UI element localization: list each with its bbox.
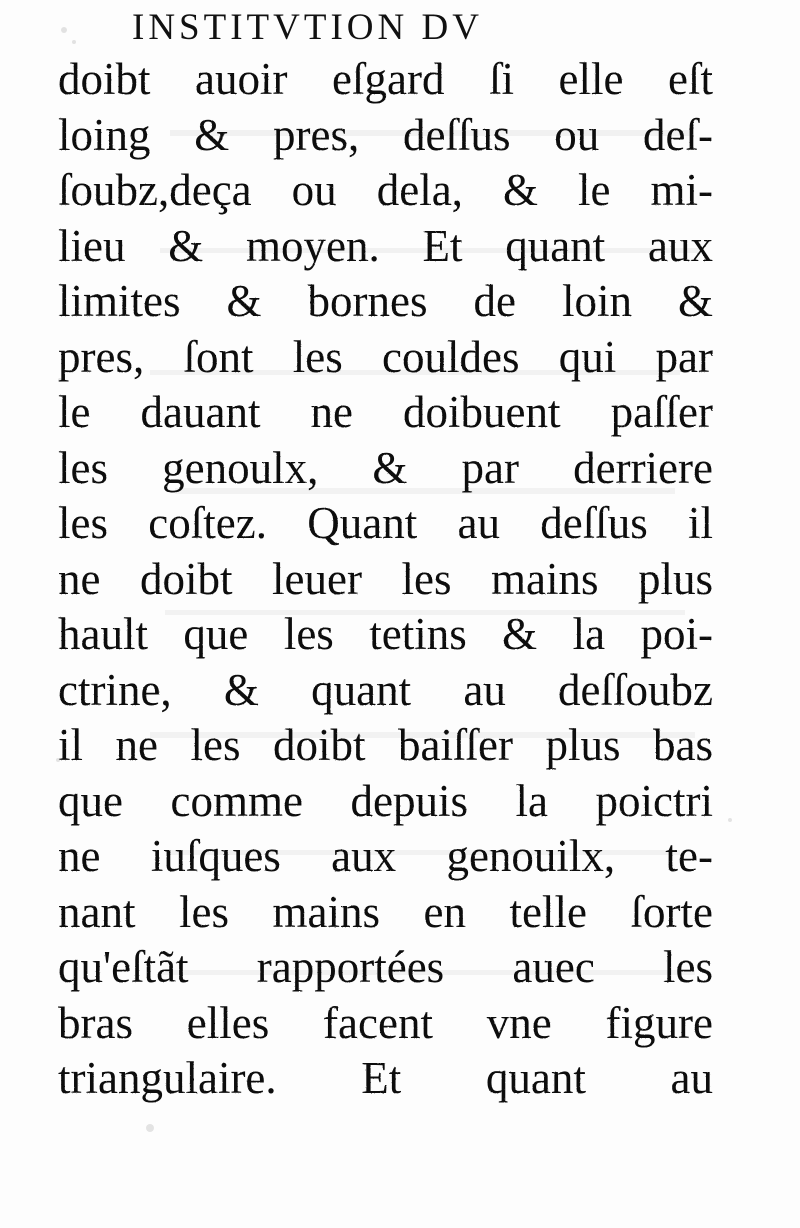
- text-line: il ne les doibt baiſſer plus bas: [58, 720, 713, 770]
- text-line: que comme depuis la poictri: [58, 775, 713, 826]
- running-head: INSTITVTION DV: [132, 7, 483, 48]
- text-line: qu'eſtãt rapportées auec les: [58, 942, 713, 992]
- text-line: le dauant ne doibuent paſſer: [58, 387, 713, 437]
- text-line: ſoubz,deça ou dela, & le mi-: [58, 165, 713, 215]
- text-line: doibt auoir eſgard ſi elle eſt: [58, 54, 713, 104]
- text-line: ne doibt leuer les mains plus: [58, 553, 713, 604]
- text-line: loing & pres, deſſus ou deſ-: [58, 109, 713, 160]
- text-line: ne iuſques aux genouilx, te-: [58, 831, 713, 881]
- text-line: lieu & moyen. Et quant aux: [58, 220, 713, 271]
- text-line: bras elles facent vne figure: [58, 997, 713, 1048]
- text-line: triangulaire. Et quant au: [58, 1053, 713, 1103]
- text-line: limites & bornes de loin &: [58, 276, 713, 326]
- text-line: pres, ſont les couldes qui par: [58, 331, 713, 382]
- text-line: les coſtez. Quant au deſſus il: [58, 498, 713, 548]
- body-text: [58, 52, 713, 1107]
- text-line: hault que les tetins & la poi-: [58, 609, 713, 659]
- text-line: les genoulx, & par derriere: [58, 442, 713, 493]
- text-line: ctrine, & quant au deſſoubz: [58, 664, 713, 715]
- text-line: nant les mains en telle ſorte: [58, 886, 713, 937]
